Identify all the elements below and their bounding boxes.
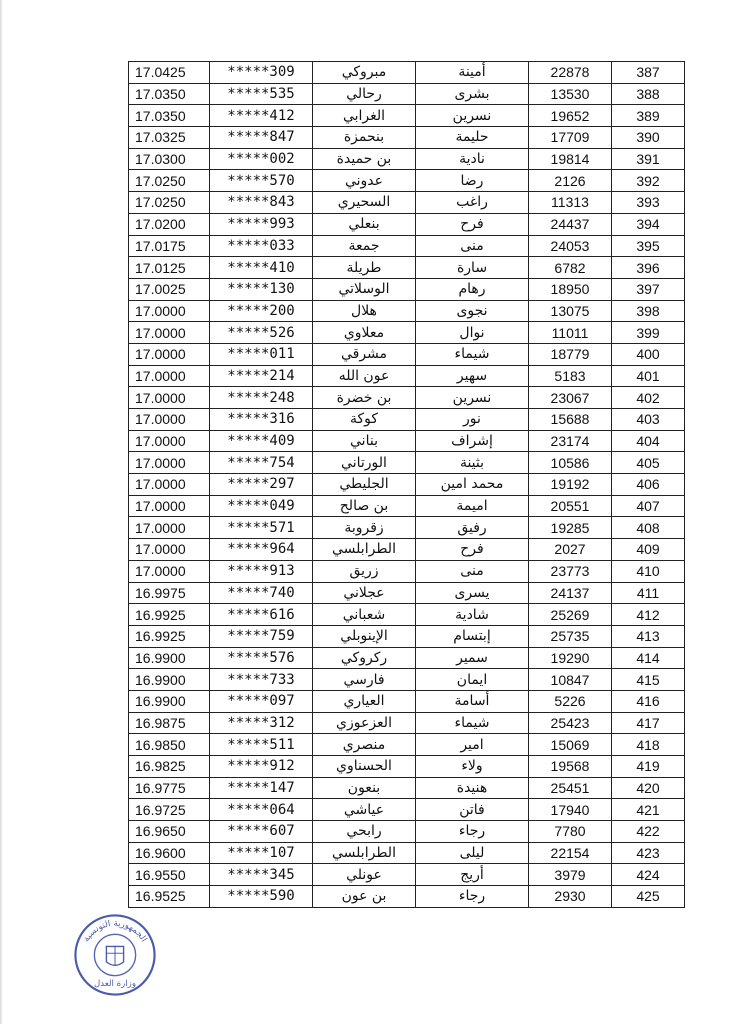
- masked-id-cell: *****511: [210, 734, 313, 756]
- first-name-cell: شيماء: [416, 712, 529, 734]
- last-name-cell: بناني: [313, 430, 416, 452]
- score-cell: 16.9875: [129, 712, 210, 734]
- last-name-cell: ركروكي: [313, 647, 416, 669]
- rank-cell: 397: [612, 278, 685, 300]
- last-name-cell: بنعون: [313, 777, 416, 799]
- table-row: [129, 864, 685, 886]
- masked-id-cell: *****740: [210, 582, 313, 604]
- masked-id-cell: *****097: [210, 690, 313, 712]
- score-cell: 17.0000: [129, 409, 210, 431]
- masked-id-cell: *****913: [210, 560, 313, 582]
- score-cell: 17.0000: [129, 474, 210, 496]
- first-name-cell: إشراف: [416, 430, 529, 452]
- table-row: [129, 647, 685, 669]
- table-row: [129, 235, 685, 257]
- score-cell: 17.0175: [129, 235, 210, 257]
- last-name-cell: عون الله: [313, 365, 416, 387]
- rank-cell: 424: [612, 864, 685, 886]
- table-row: [129, 257, 685, 279]
- candidate-number-cell: 19568: [529, 756, 612, 778]
- table-row: [129, 560, 685, 582]
- score-cell: 16.9900: [129, 669, 210, 691]
- table-row: [129, 604, 685, 626]
- masked-id-cell: *****064: [210, 799, 313, 821]
- table-row: [129, 582, 685, 604]
- rank-cell: 420: [612, 777, 685, 799]
- first-name-cell: أريج: [416, 864, 529, 886]
- table-row: [129, 734, 685, 756]
- score-cell: 17.0200: [129, 213, 210, 235]
- masked-id-cell: *****964: [210, 539, 313, 561]
- masked-id-cell: *****576: [210, 647, 313, 669]
- masked-id-cell: *****214: [210, 365, 313, 387]
- last-name-cell: مبروكي: [313, 62, 416, 84]
- masked-id-cell: *****033: [210, 235, 313, 257]
- table-row: [129, 799, 685, 821]
- candidate-number-cell: 24137: [529, 582, 612, 604]
- rank-cell: 422: [612, 821, 685, 843]
- score-cell: 16.9550: [129, 864, 210, 886]
- rank-cell: 387: [612, 62, 685, 84]
- first-name-cell: شيماء: [416, 343, 529, 365]
- score-cell: 17.0000: [129, 517, 210, 539]
- table-row: [129, 62, 685, 84]
- table-row: [129, 343, 685, 365]
- masked-id-cell: *****570: [210, 170, 313, 192]
- last-name-cell: عونلي: [313, 864, 416, 886]
- first-name-cell: ليلى: [416, 842, 529, 864]
- rank-cell: 412: [612, 604, 685, 626]
- rank-cell: 390: [612, 127, 685, 149]
- rank-cell: 401: [612, 365, 685, 387]
- candidate-number-cell: 19192: [529, 474, 612, 496]
- table-row: [129, 105, 685, 127]
- first-name-cell: منى: [416, 235, 529, 257]
- candidate-number-cell: 24053: [529, 235, 612, 257]
- candidate-number-cell: 17709: [529, 127, 612, 149]
- last-name-cell: الجليطي: [313, 474, 416, 496]
- table-row: [129, 474, 685, 496]
- rank-cell: 388: [612, 83, 685, 105]
- table-row: [129, 300, 685, 322]
- candidate-number-cell: 10847: [529, 669, 612, 691]
- candidate-number-cell: 2930: [529, 886, 612, 908]
- masked-id-cell: *****011: [210, 343, 313, 365]
- first-name-cell: نسرين: [416, 387, 529, 409]
- masked-id-cell: *****316: [210, 409, 313, 431]
- rank-cell: 423: [612, 842, 685, 864]
- rank-cell: 421: [612, 799, 685, 821]
- score-cell: 16.9600: [129, 842, 210, 864]
- candidate-number-cell: 15688: [529, 409, 612, 431]
- score-cell: 17.0000: [129, 495, 210, 517]
- last-name-cell: معلاوي: [313, 322, 416, 344]
- rank-cell: 392: [612, 170, 685, 192]
- first-name-cell: سمير: [416, 647, 529, 669]
- score-cell: 17.0250: [129, 170, 210, 192]
- rank-cell: 393: [612, 192, 685, 214]
- last-name-cell: زريق: [313, 560, 416, 582]
- first-name-cell: اميمة: [416, 495, 529, 517]
- score-cell: 17.0350: [129, 105, 210, 127]
- score-cell: 17.0000: [129, 365, 210, 387]
- first-name-cell: نجوى: [416, 300, 529, 322]
- first-name-cell: سارة: [416, 257, 529, 279]
- masked-id-cell: *****526: [210, 322, 313, 344]
- last-name-cell: طريلة: [313, 257, 416, 279]
- first-name-cell: أمينة: [416, 62, 529, 84]
- first-name-cell: رهام: [416, 278, 529, 300]
- candidate-number-cell: 15069: [529, 734, 612, 756]
- score-cell: 17.0425: [129, 62, 210, 84]
- last-name-cell: بنحمزة: [313, 127, 416, 149]
- rank-cell: 418: [612, 734, 685, 756]
- candidate-number-cell: 19290: [529, 647, 612, 669]
- candidate-number-cell: 13530: [529, 83, 612, 105]
- candidate-number-cell: 22154: [529, 842, 612, 864]
- last-name-cell: بن خضرة: [313, 387, 416, 409]
- candidate-number-cell: 23174: [529, 430, 612, 452]
- candidate-number-cell: 23773: [529, 560, 612, 582]
- candidate-number-cell: 25735: [529, 625, 612, 647]
- last-name-cell: عدوني: [313, 170, 416, 192]
- rank-cell: 402: [612, 387, 685, 409]
- table-row: [129, 517, 685, 539]
- table-row: [129, 712, 685, 734]
- first-name-cell: امير: [416, 734, 529, 756]
- masked-id-cell: *****147: [210, 777, 313, 799]
- rank-cell: 394: [612, 213, 685, 235]
- first-name-cell: راغب: [416, 192, 529, 214]
- masked-id-cell: *****912: [210, 756, 313, 778]
- first-name-cell: فرح: [416, 213, 529, 235]
- masked-id-cell: *****412: [210, 105, 313, 127]
- rank-cell: 419: [612, 756, 685, 778]
- table-row: [129, 365, 685, 387]
- last-name-cell: فارسي: [313, 669, 416, 691]
- masked-id-cell: *****130: [210, 278, 313, 300]
- table-row: [129, 148, 685, 170]
- candidate-number-cell: 25451: [529, 777, 612, 799]
- table-row: [129, 83, 685, 105]
- last-name-cell: منصري: [313, 734, 416, 756]
- masked-id-cell: *****535: [210, 83, 313, 105]
- table-row: [129, 213, 685, 235]
- candidate-number-cell: 22878: [529, 62, 612, 84]
- rank-cell: 406: [612, 474, 685, 496]
- score-cell: 16.9925: [129, 604, 210, 626]
- last-name-cell: الحسناوي: [313, 756, 416, 778]
- table-row: [129, 777, 685, 799]
- table-row: [129, 669, 685, 691]
- first-name-cell: أسامة: [416, 690, 529, 712]
- rank-cell: 404: [612, 430, 685, 452]
- rank-cell: 400: [612, 343, 685, 365]
- last-name-cell: مشرقي: [313, 343, 416, 365]
- masked-id-cell: *****297: [210, 474, 313, 496]
- table-row: [129, 322, 685, 344]
- masked-id-cell: *****309: [210, 62, 313, 84]
- candidate-number-cell: 5226: [529, 690, 612, 712]
- rank-cell: 413: [612, 625, 685, 647]
- last-name-cell: الطرابلسي: [313, 842, 416, 864]
- last-name-cell: الإينوبلي: [313, 625, 416, 647]
- first-name-cell: بشرى: [416, 83, 529, 105]
- score-cell: 17.0000: [129, 300, 210, 322]
- masked-id-cell: *****345: [210, 864, 313, 886]
- first-name-cell: نسرين: [416, 105, 529, 127]
- table-row: [129, 387, 685, 409]
- candidate-number-cell: 24437: [529, 213, 612, 235]
- candidate-number-cell: 23067: [529, 387, 612, 409]
- score-cell: 17.0000: [129, 539, 210, 561]
- score-cell: 16.9775: [129, 777, 210, 799]
- score-cell: 17.0250: [129, 192, 210, 214]
- table-row: [129, 625, 685, 647]
- score-cell: 17.0325: [129, 127, 210, 149]
- first-name-cell: نوال: [416, 322, 529, 344]
- table-row: [129, 409, 685, 431]
- last-name-cell: رابحي: [313, 821, 416, 843]
- score-cell: 17.0000: [129, 343, 210, 365]
- score-cell: 17.0000: [129, 387, 210, 409]
- candidate-number-cell: 7780: [529, 821, 612, 843]
- candidate-number-cell: 13075: [529, 300, 612, 322]
- candidate-number-cell: 11313: [529, 192, 612, 214]
- first-name-cell: رفيق: [416, 517, 529, 539]
- rank-cell: 408: [612, 517, 685, 539]
- last-name-cell: الغرابي: [313, 105, 416, 127]
- first-name-cell: رجاء: [416, 821, 529, 843]
- candidate-number-cell: 19814: [529, 148, 612, 170]
- masked-id-cell: *****571: [210, 517, 313, 539]
- score-cell: 17.0000: [129, 452, 210, 474]
- first-name-cell: فاتن: [416, 799, 529, 821]
- candidate-number-cell: 19652: [529, 105, 612, 127]
- rank-cell: 425: [612, 886, 685, 908]
- score-cell: 17.0125: [129, 257, 210, 279]
- masked-id-cell: *****002: [210, 148, 313, 170]
- rank-cell: 398: [612, 300, 685, 322]
- score-cell: 17.0000: [129, 322, 210, 344]
- last-name-cell: العزعوزي: [313, 712, 416, 734]
- table-row: [129, 886, 685, 908]
- rank-cell: 409: [612, 539, 685, 561]
- masked-id-cell: *****200: [210, 300, 313, 322]
- candidate-number-cell: 2027: [529, 539, 612, 561]
- rank-cell: 407: [612, 495, 685, 517]
- rank-cell: 396: [612, 257, 685, 279]
- first-name-cell: ايمان: [416, 669, 529, 691]
- rank-cell: 391: [612, 148, 685, 170]
- official-stamp: [72, 912, 158, 998]
- page-edge-shadow: [0, 0, 3, 1024]
- stamp-bottom-text: وزارة العدل: [94, 978, 136, 989]
- first-name-cell: نور: [416, 409, 529, 431]
- masked-id-cell: *****993: [210, 213, 313, 235]
- table-row: [129, 539, 685, 561]
- masked-id-cell: *****248: [210, 387, 313, 409]
- score-cell: 16.9650: [129, 821, 210, 843]
- masked-id-cell: *****590: [210, 886, 313, 908]
- last-name-cell: رحالي: [313, 83, 416, 105]
- first-name-cell: هنيدة: [416, 777, 529, 799]
- masked-id-cell: *****754: [210, 452, 313, 474]
- rank-cell: 403: [612, 409, 685, 431]
- candidate-number-cell: 5183: [529, 365, 612, 387]
- candidate-number-cell: 25269: [529, 604, 612, 626]
- first-name-cell: نادية: [416, 148, 529, 170]
- last-name-cell: بن عون: [313, 886, 416, 908]
- score-cell: 17.0300: [129, 148, 210, 170]
- masked-id-cell: *****049: [210, 495, 313, 517]
- candidate-number-cell: 3979: [529, 864, 612, 886]
- candidate-number-cell: 19285: [529, 517, 612, 539]
- candidate-number-cell: 18950: [529, 278, 612, 300]
- last-name-cell: هلال: [313, 300, 416, 322]
- results-table-body: [129, 62, 685, 908]
- score-cell: 16.9725: [129, 799, 210, 821]
- score-cell: 16.9525: [129, 886, 210, 908]
- last-name-cell: زقروبة: [313, 517, 416, 539]
- last-name-cell: شعباني: [313, 604, 416, 626]
- first-name-cell: بثينة: [416, 452, 529, 474]
- masked-id-cell: *****733: [210, 669, 313, 691]
- first-name-cell: منى: [416, 560, 529, 582]
- rank-cell: 415: [612, 669, 685, 691]
- first-name-cell: سهير: [416, 365, 529, 387]
- table-row: [129, 127, 685, 149]
- stamp-arc-text: الجمهورية التونسية: [81, 918, 149, 944]
- last-name-cell: جمعة: [313, 235, 416, 257]
- first-name-cell: فرح: [416, 539, 529, 561]
- score-cell: 16.9850: [129, 734, 210, 756]
- table-row: [129, 430, 685, 452]
- masked-id-cell: *****607: [210, 821, 313, 843]
- rank-cell: 405: [612, 452, 685, 474]
- rank-cell: 411: [612, 582, 685, 604]
- masked-id-cell: *****759: [210, 625, 313, 647]
- table-row: [129, 452, 685, 474]
- masked-id-cell: *****410: [210, 257, 313, 279]
- candidate-number-cell: 25423: [529, 712, 612, 734]
- last-name-cell: الورتاني: [313, 452, 416, 474]
- masked-id-cell: *****843: [210, 192, 313, 214]
- score-cell: 16.9900: [129, 690, 210, 712]
- first-name-cell: يسرى: [416, 582, 529, 604]
- rank-cell: 410: [612, 560, 685, 582]
- first-name-cell: إبتسام: [416, 625, 529, 647]
- last-name-cell: كوكة: [313, 409, 416, 431]
- rank-cell: 389: [612, 105, 685, 127]
- rank-cell: 395: [612, 235, 685, 257]
- score-cell: 16.9925: [129, 625, 210, 647]
- stamp-seal-graphic: [72, 912, 158, 998]
- first-name-cell: رجاء: [416, 886, 529, 908]
- masked-id-cell: *****616: [210, 604, 313, 626]
- rank-cell: 416: [612, 690, 685, 712]
- score-cell: 17.0000: [129, 430, 210, 452]
- table-row: [129, 756, 685, 778]
- last-name-cell: الوسلاتي: [313, 278, 416, 300]
- score-cell: 16.9900: [129, 647, 210, 669]
- table-row: [129, 170, 685, 192]
- masked-id-cell: *****107: [210, 842, 313, 864]
- first-name-cell: شادية: [416, 604, 529, 626]
- candidate-number-cell: 2126: [529, 170, 612, 192]
- candidate-number-cell: 17940: [529, 799, 612, 821]
- table-row: [129, 192, 685, 214]
- table-row: [129, 278, 685, 300]
- masked-id-cell: *****312: [210, 712, 313, 734]
- rank-cell: 414: [612, 647, 685, 669]
- table-row: [129, 842, 685, 864]
- last-name-cell: عياشي: [313, 799, 416, 821]
- last-name-cell: بنعلي: [313, 213, 416, 235]
- last-name-cell: بن صالح: [313, 495, 416, 517]
- score-cell: 17.0000: [129, 560, 210, 582]
- last-name-cell: السحيري: [313, 192, 416, 214]
- masked-id-cell: *****847: [210, 127, 313, 149]
- masked-id-cell: *****409: [210, 430, 313, 452]
- rank-cell: 399: [612, 322, 685, 344]
- results-table: [128, 61, 685, 908]
- last-name-cell: الطرابلسي: [313, 539, 416, 561]
- first-name-cell: محمد امين: [416, 474, 529, 496]
- score-cell: 16.9825: [129, 756, 210, 778]
- rank-cell: 417: [612, 712, 685, 734]
- candidate-number-cell: 18779: [529, 343, 612, 365]
- candidate-number-cell: 20551: [529, 495, 612, 517]
- last-name-cell: بن حميدة: [313, 148, 416, 170]
- first-name-cell: حليمة: [416, 127, 529, 149]
- table-row: [129, 495, 685, 517]
- score-cell: 17.0025: [129, 278, 210, 300]
- candidate-number-cell: 10586: [529, 452, 612, 474]
- candidate-number-cell: 11011: [529, 322, 612, 344]
- candidate-number-cell: 6782: [529, 257, 612, 279]
- first-name-cell: ولاء: [416, 756, 529, 778]
- score-cell: 16.9975: [129, 582, 210, 604]
- last-name-cell: العياري: [313, 690, 416, 712]
- table-row: [129, 821, 685, 843]
- score-cell: 17.0350: [129, 83, 210, 105]
- first-name-cell: رضا: [416, 170, 529, 192]
- table-row: [129, 690, 685, 712]
- last-name-cell: عجلاني: [313, 582, 416, 604]
